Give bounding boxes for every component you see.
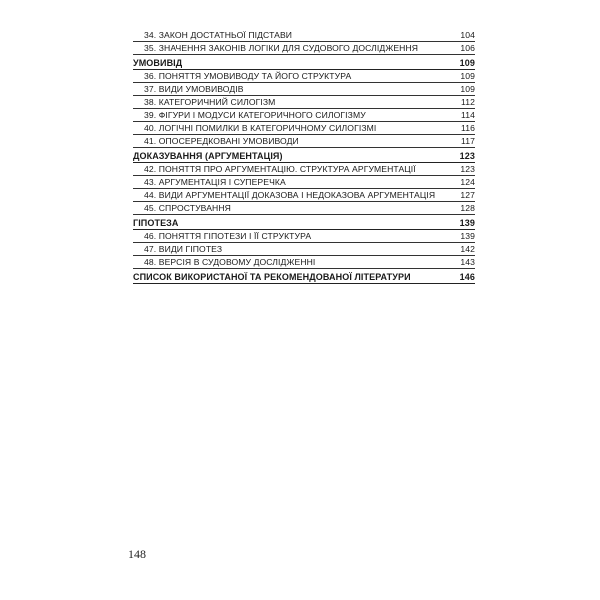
toc-section-page: 139 [459, 218, 475, 228]
toc-entry-label: 40. ЛОГІЧНІ ПОМИЛКИ В КАТЕГОРИЧНОМУ СИЛОГІЗМІ [144, 123, 377, 133]
toc-entry-label: 35. ЗНАЧЕННЯ ЗАКОНІВ ЛОГІКИ ДЛЯ СУДОВОГО ДОСЛІДЖЕННЯ [144, 43, 419, 53]
toc-entry-36 [133, 70, 475, 83]
toc-entry-label: 38. КАТЕГОРИЧНИЙ СИЛОГІЗМ [144, 97, 276, 107]
toc-entry-35 [133, 42, 475, 55]
toc-entry-page: 127 [460, 190, 475, 200]
toc-entry-label: 39. ФІГУРИ І МОДУСИ КАТЕГОРИЧНОГО СИЛОГІЗМУ [144, 110, 366, 120]
toc-entry-page: 124 [460, 177, 475, 187]
toc-entry-44 [133, 189, 475, 202]
toc-entry-42 [133, 163, 475, 176]
toc-entry-label: 48. ВЕРСІЯ В СУДОВОМУ ДОСЛІДЖЕННІ [144, 257, 316, 267]
toc-entry-page: 142 [460, 244, 475, 254]
toc-entry-label: 42. ПОНЯТТЯ ПРО АРГУМЕНТАЦІЮ. СТРУКТУРА АРГУМЕНТАЦІЇ [144, 164, 416, 174]
table-of-contents [133, 29, 475, 284]
toc-entry-page: 104 [460, 30, 475, 40]
toc-entry-label: 41. ОПОСЕРЕДКОВАНІ УМОВИВОДИ [144, 136, 299, 146]
toc-entry-label: 45. СПРОСТУВАННЯ [144, 203, 231, 213]
toc-section-hipoteza [133, 215, 475, 230]
toc-entry-page: 109 [460, 71, 475, 81]
toc-entry-38 [133, 96, 475, 109]
toc-section-label: УМОВИВІД [133, 58, 183, 68]
toc-entry-page: 109 [460, 84, 475, 94]
toc-entry-label: 46. ПОНЯТТЯ ГІПОТЕЗИ І ЇЇ СТРУКТУРА [144, 231, 312, 241]
toc-entry-page: 139 [460, 231, 475, 241]
toc-entry-39 [133, 109, 475, 122]
toc-entry-43 [133, 176, 475, 189]
toc-entry-label: 36. ПОНЯТТЯ УМОВИВОДУ ТА ЙОГО СТРУКТУРА [144, 71, 352, 81]
toc-section-umovyvid [133, 55, 475, 70]
toc-entry-page: 128 [460, 203, 475, 213]
toc-entry-page: 116 [461, 123, 475, 133]
toc-entry-label: 43. АРГУМЕНТАЦІЯ І СУПЕРЕЧКА [144, 177, 286, 187]
toc-entry-40 [133, 122, 475, 135]
toc-section-label: СПИСОК ВИКОРИСТАНОЇ ТА РЕКОМЕНДОВАНОЇ ЛІТЕРАТУРИ [133, 272, 411, 282]
toc-section-page: 109 [459, 58, 475, 68]
toc-section-bibliography [133, 269, 475, 284]
toc-entry-label: 37. ВИДИ УМОВИВОДІВ [144, 84, 244, 94]
toc-entry-page: 112 [461, 97, 475, 107]
toc-entry-page: 123 [460, 164, 475, 174]
toc-section-dokazuvannia [133, 148, 475, 163]
toc-entry-41 [133, 135, 475, 148]
toc-entry-page: 106 [460, 43, 475, 53]
page-number: 148 [128, 547, 146, 561]
toc-section-label: ДОКАЗУВАННЯ (АРГУМЕНТАЦІЯ) [133, 151, 283, 161]
toc-entry-47 [133, 243, 475, 256]
toc-entry-48 [133, 256, 475, 269]
toc-entry-label: 47. ВИДИ ГІПОТЕЗ [144, 244, 223, 254]
toc-entry-34 [133, 29, 475, 42]
toc-section-page: 123 [459, 151, 475, 161]
toc-entry-label: 34. ЗАКОН ДОСТАТНЬОЇ ПІДСТАВИ [144, 30, 293, 40]
toc-section-page: 146 [459, 272, 475, 282]
toc-entry-page: 143 [460, 257, 475, 267]
toc-entry-45 [133, 202, 475, 215]
toc-entry-37 [133, 83, 475, 96]
toc-section-label: ГІПОТЕЗА [133, 218, 179, 228]
toc-entry-label: 44. ВИДИ АРГУМЕНТАЦІЇ ДОКАЗОВА І НЕДОКАЗОВА АРГУМЕНТАЦІЯ [144, 190, 436, 200]
toc-entry-page: 114 [461, 110, 475, 120]
toc-entry-46 [133, 230, 475, 243]
toc-entry-page: 117 [461, 136, 475, 146]
